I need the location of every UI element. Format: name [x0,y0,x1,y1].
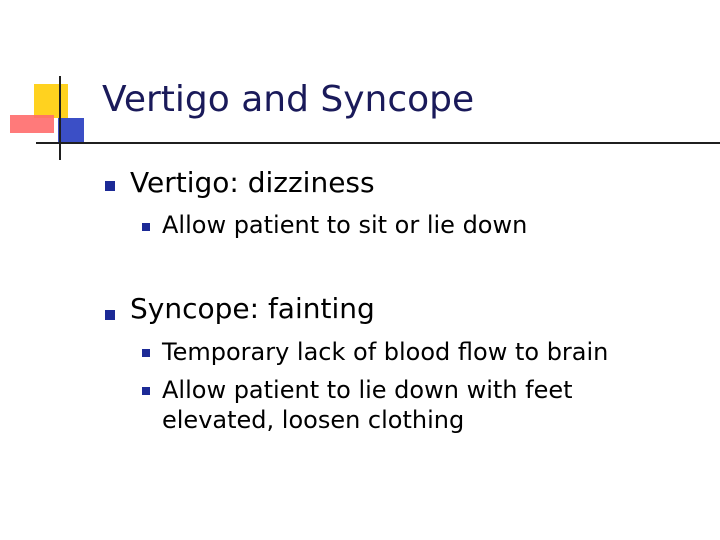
sub-bullet-syncope-1: Temporary lack of blood flow to brain [162,338,609,366]
slide-title: Vertigo and Syncope [102,79,475,120]
sub-bullet-vertigo-1: Allow patient to sit or lie down [162,211,528,239]
sub-bullet-icon [142,223,150,231]
sub-bullet-icon [142,387,150,395]
vertical-rule [59,76,61,160]
bullet-syncope: Syncope: fainting [130,292,375,325]
yellow-square-decoration [34,84,68,118]
bullet-icon [105,310,115,320]
blue-square-decoration [58,118,84,144]
red-square-decoration [10,115,54,133]
sub-bullet-syncope-2: Allow patient to lie down with feet elevated, loosen clothing [162,376,573,434]
bullet-vertigo: Vertigo: dizziness [130,166,375,199]
bullet-icon [105,181,115,191]
title-underline [36,142,720,144]
sub-bullet-icon [142,349,150,357]
